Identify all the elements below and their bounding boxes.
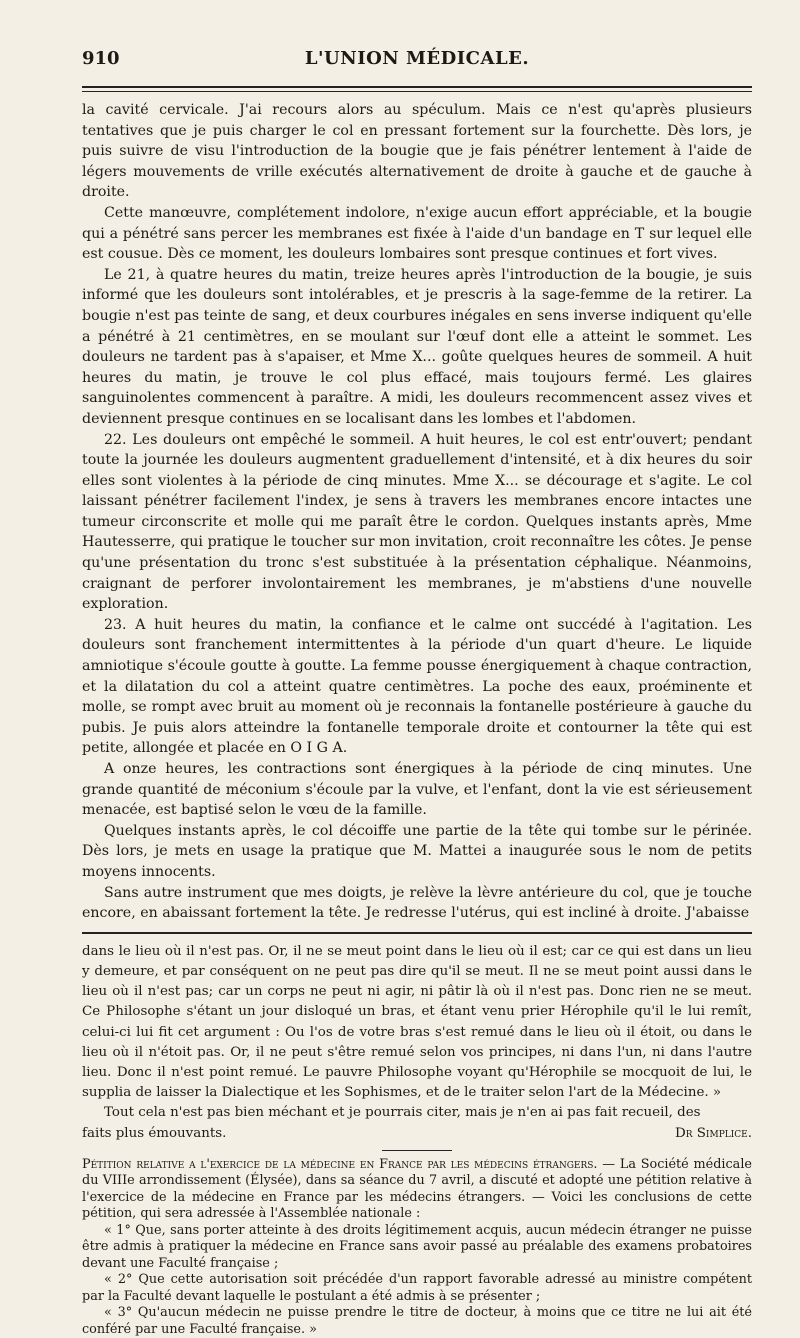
running-title: L'UNION MÉDICALE. xyxy=(304,48,530,69)
petition-intro: — La Société médicale du VIIIe arrondissement (Élysée), dans sa séance du 7 avril, a discuté et adopté une pétition relative à l'exercice de la médecine en France par les médecins étrangers. — Voici les conclusions de cette pétition, qui sera adressée à l'Assemblée nationale : xyxy=(82,1156,752,1222)
author-signature: Dr Simplice. xyxy=(674,1125,752,1141)
petition-item: « 3° Qu'aucun médecin ne puisse prendre le titre de docteur, à moins que ce titre ne lui ait été conféré par une Faculté française. » xyxy=(82,1305,752,1337)
body-paragraph: Le 21, à quatre heures du matin, treize heures après l'introduction de la bougie, je suis informé que les douleurs sont intolérables, et je prescris à la sage-femme de la retirer. La bougie n'est pas teinte de sang, et deux courbures inégales en sens inverse indiquent qu'elle a pénétré à 21 centimètres, en se moulant sur l'œuf dont elle a atteint le sommet. Les douleurs ne tardent pas à s'apaiser, et Mme X... goûte quelques heures de sommeil. A huit heures du matin, je trouve le col plus effacé, mais toujours fermé. Les glaires sanguinolentes commencent à paraître. A midi, les douleurs recommencent assez vives et deviennent presque continues en se localisant dans les lombes et l'abdomen. xyxy=(82,266,752,427)
signature-line xyxy=(82,1124,752,1144)
petition-item: « 1° Que, sans porter atteinte à des droits légitimement acquis, aucun médecin étranger ne puisse être admis à pratiquer la médecine en France sans avoir passé au préalable des examens probatoires devant une Faculté française ; xyxy=(82,1222,752,1271)
body-paragraph: Sans autre instrument que mes doigts, je relève la lèvre antérieure du col, que je touche encore, en abaissant fortement la tête. Je redresse l'utérus, qui est incliné à droite. J'abaisse xyxy=(82,884,752,922)
body-paragraph: la cavité cervicale. J'ai recours alors au spéculum. Mais ce n'est qu'après plusieurs tentatives que je puis charger le col en pressant fortement sur la fourchette. Dès lors, je puis suivre de visu l'introduction de la bougie que je fais pénétrer lentement à l'aide de légers mouvements de vrille exécutés alternativement de droite à gauche et de gauche à droite. xyxy=(82,102,752,201)
page-number: 910 xyxy=(82,48,120,69)
article-body xyxy=(82,100,752,924)
feuilleton-rule xyxy=(82,932,752,934)
section-divider xyxy=(382,1150,452,1151)
feuilleton xyxy=(82,942,752,1144)
feuilleton-last-line: faits plus émouvants. xyxy=(82,1125,227,1141)
body-paragraph: Quelques instants après, le col décoiffe une partie de la tête qui tombe sur le périnée. Dès lors, je mets en usage la pratique que M. Mattei a inaugurée sous le nom de petits moyens innocents. xyxy=(82,822,752,880)
feuilleton-paragraph: Tout cela n'est pas bien méchant et je pourrais citer, mais je n'en ai pas fait recueil, des xyxy=(104,1105,701,1121)
page-header xyxy=(82,42,752,82)
petition-item: « 2° Que cette autorisation soit précédée d'un rapport favorable adressé au ministre compétent par la Faculté devant laquelle le postulant a été admis à se présenter ; xyxy=(82,1272,752,1304)
petition-section xyxy=(82,1157,752,1338)
body-paragraph: A onze heures, les contractions sont énergiques à la période de cinq minutes. Une grande quantité de méconium s'écoule par la vulve, et l'enfant, dont la vie est sérieusement menacée, est baptisé selon le vœu de la famille. xyxy=(82,761,752,819)
petition-title: Pétition relative a l'exercice de la médecine en France par les médecins étrangers. xyxy=(82,1156,598,1172)
body-paragraph: Cette manœuvre, complétement indolore, n'exige aucun effort appréciable, et la bougie qui a pénétré sans percer les membranes est fixée à l'aide d'un bandage en T sur lequel elle est cousue. Dès ce moment, les douleurs lombaires sont presque continues et fort vives. xyxy=(82,204,752,263)
feuilleton-paragraph: dans le lieu où il n'est pas. Or, il ne se meut point dans le lieu où il est; car ce qui est dans un lieu y demeure, et par conséquent on ne peut pas dire qu'il se meut. Il ne se meut point aussi dans le lieu où il n'est pas; car un corps ne peut ni agir, ni pâtir là où il n'est pas. Donc rien ne se meut. Ce Philosophe s'étant un jour disloqué un bras, et étant venu prier Hérophile qu'il le lui remît, celui-ci lui fit cet argument : Ou l'os de votre bras s'est remué dans le lieu où il étoit, ou dans le lieu où il n'étoit pas. Or, il ne peut s'être remué selon vos principes, ni dans l'un, ni dans l'autre lieu. Donc il n'est point remué. Le pauvre Philosophe voyant qu'Hérophile se mocquoit de lui, le supplia de laisser la Dialectique et les Sophismes, et de le traiter selon l'art de la Médecine. » xyxy=(82,943,752,1101)
body-paragraph: 23. A huit heures du matin, la confiance et le calme ont succédé à l'agitation. Les douleurs sont franchement intermittentes à la période d'un quart d'heure. Le liquide amniotique s'écoule goutte à goutte. La femme pousse énergiquement à chaque contraction, et la dilatation du col a atteint quatre centimètres. La poche des eaux, proéminente et molle, se rompt avec bruit au moment où je reconnais la fontanelle postérieure à gauche du pubis. Je puis alors atteindre la fontanelle temporale droite et contourner la tête qui est petite, allongée et placée en O I G A. xyxy=(82,616,752,757)
body-paragraph: 22. Les douleurs ont empêché le sommeil. A huit heures, le col est entr'ouvert; pendant toute la journée les douleurs augmentent graduellement d'intensité, et à dix heures du soir elles sont violentes à la période de cinq minutes. Mme X... se décourage et s'agite. Le col laissant pénétrer facilement l'index, je sens à travers les membranes encore intactes une tumeur circonscrite et molle qui me paraît être le cordon. Quelques instants après, Mme Hautesserre, qui pratique le toucher sur mon invitation, croit reconnaître les côtes. Je pense qu'une présentation du tronc s'est substituée à la présentation céphalique. Néanmoins, craignant de perforer involontairement les membranes, je m'abstiens d'une nouvelle exploration. xyxy=(82,431,752,613)
header-rule xyxy=(82,86,752,92)
